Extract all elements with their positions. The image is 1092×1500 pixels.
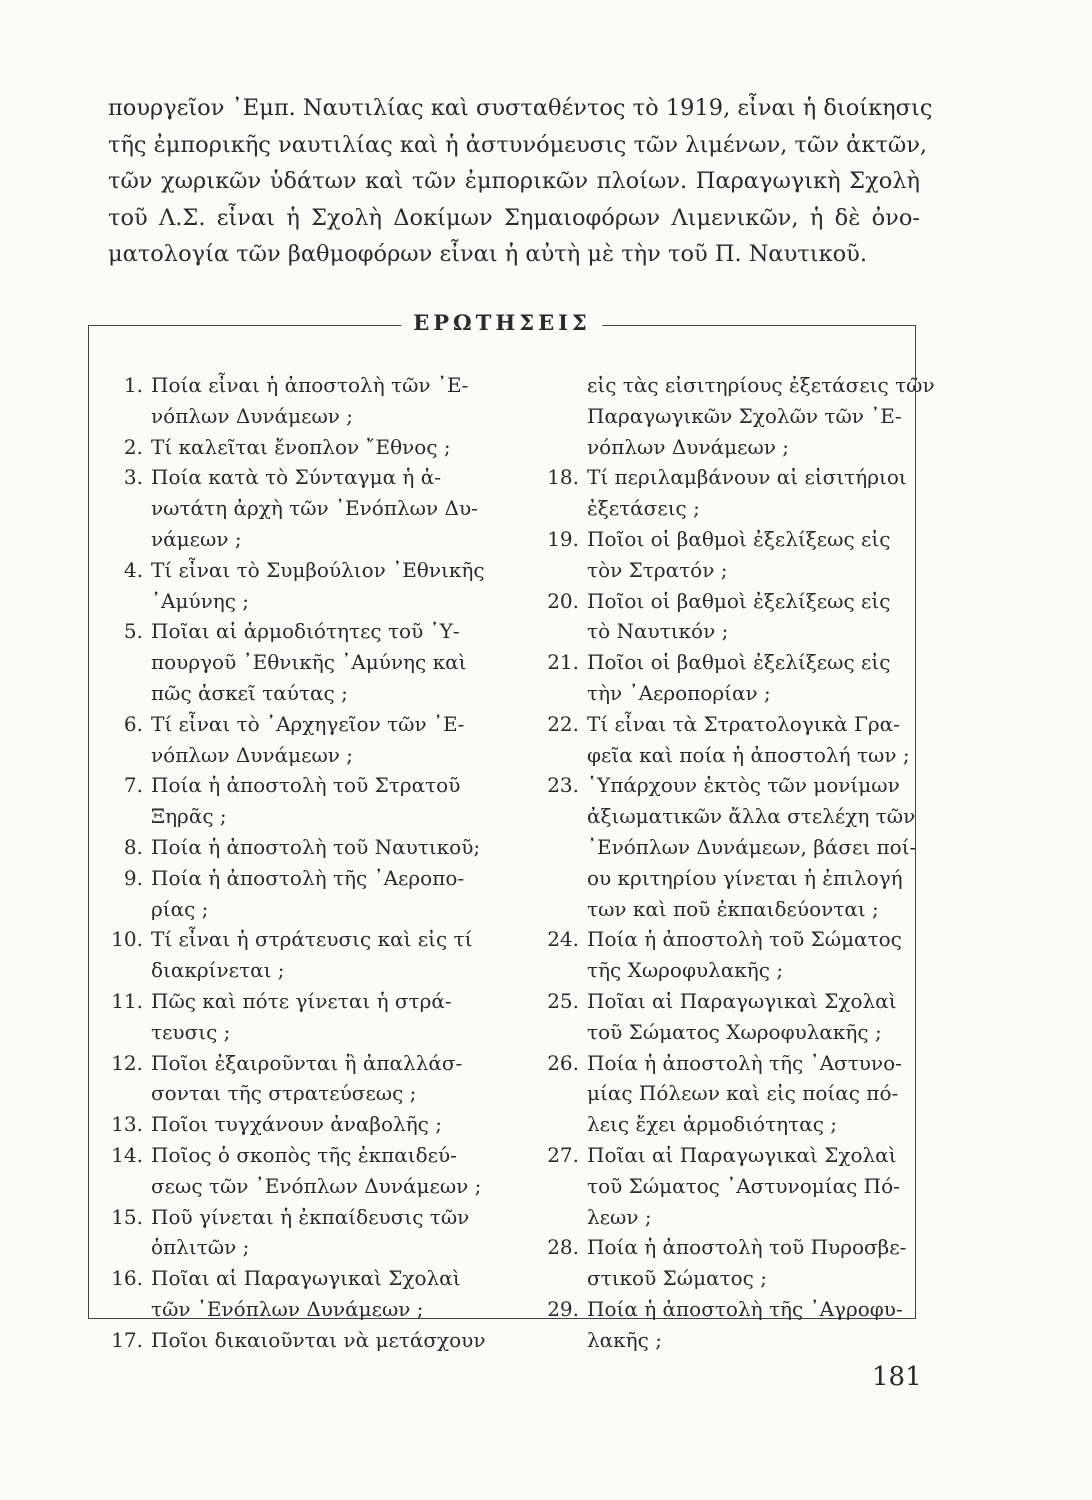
question-item bbox=[101, 370, 473, 432]
question-item bbox=[537, 647, 907, 709]
question-item bbox=[537, 1232, 907, 1294]
question-text bbox=[587, 770, 916, 924]
question-number: 1. bbox=[123, 373, 143, 397]
intro-line: ματολογία τῶν βαθμοφόρων εἶναι ἡ αὐτὴ μὲ τὴν τοῦ Π. Ναυτικοῦ. bbox=[108, 241, 868, 267]
question-line: τὸν Στρατόν ; bbox=[587, 557, 728, 582]
question-line: Ποῖοι τυγχάνουν ἀναβολῆς ; bbox=[151, 1112, 442, 1137]
questions-title: ΕΡΩΤΗΣΕΙΣ bbox=[401, 310, 602, 335]
question-line: Τί εἶναι ἡ στράτευσις καὶ εἰς τί bbox=[151, 927, 473, 952]
question-number: 26. bbox=[547, 1050, 579, 1075]
question-text bbox=[151, 1109, 473, 1140]
question-text bbox=[151, 432, 473, 463]
question-line: Ποία εἶναι ἡ ἀποστολὴ τῶν ᾿Ε- bbox=[151, 373, 469, 397]
question-line: Ποία ἡ ἀποστολὴ τοῦ Πυροσβε- bbox=[587, 1235, 907, 1260]
question-line: Ποία ἡ ἀποστολὴ τῆς ᾿Αεροπο- bbox=[151, 865, 465, 890]
question-line: πουργοῦ ᾿Εθνικῆς ᾿Αμύνης καὶ bbox=[151, 650, 467, 675]
question-line: εἰς τὰς εἰσιτηρίους ἐξετάσεις τῶν bbox=[587, 373, 935, 397]
intro-paragraph bbox=[108, 90, 933, 273]
intro-line: τοῦ Λ.Σ. εἶναι ἡ Σχολὴ Δοκίμων Σημαιοφόρων Λιμενικῶν, ἡ δὲ ὀνο- bbox=[108, 204, 920, 231]
question-line: Πῶς καὶ πότε γίνεται ἡ στρά- bbox=[151, 988, 452, 1013]
question-number: 10. bbox=[111, 927, 143, 952]
question-item bbox=[537, 770, 917, 924]
question-item bbox=[101, 1109, 473, 1140]
question-number: 23. bbox=[547, 773, 579, 798]
question-line: τὴν ᾿Αεροπορίαν ; bbox=[587, 680, 771, 705]
question-number: 28. bbox=[547, 1235, 579, 1260]
question-line: ου κριτηρίου γίνεται ἡ ἐπιλογή bbox=[587, 865, 903, 890]
question-line: Ποῖοι οἱ βαθμοὶ ἐξελίξεως εἰς bbox=[587, 526, 891, 551]
question-number: 16. bbox=[111, 1266, 143, 1291]
question-line: σονται τῆς στρατεύσεως ; bbox=[151, 1081, 417, 1106]
question-item bbox=[101, 924, 473, 986]
question-line: ᾿Ενόπλων Δυνάμεων, βάσει ποί- bbox=[587, 834, 917, 859]
question-number: 19. bbox=[547, 526, 579, 551]
question-line: μίας Πόλεων καὶ εἰς ποίας πό- bbox=[587, 1081, 899, 1106]
question-item bbox=[537, 1140, 907, 1232]
question-number: 7. bbox=[123, 773, 143, 798]
question-text bbox=[587, 709, 910, 771]
question-line: ὁπλιτῶν ; bbox=[151, 1235, 250, 1260]
questions-box bbox=[88, 310, 935, 1352]
question-line: λακῆς ; bbox=[587, 1327, 662, 1352]
question-number: 17. bbox=[111, 1327, 143, 1352]
questions-left-column bbox=[101, 370, 486, 1356]
question-text bbox=[151, 370, 473, 432]
question-text bbox=[587, 986, 907, 1048]
question-text bbox=[151, 1263, 473, 1325]
question-text bbox=[587, 586, 907, 648]
question-line: Ποῖοι οἱ βαθμοὶ ἐξελίξεως εἰς bbox=[587, 650, 891, 675]
question-line: Ποία κατὰ τὸ Σύνταγμα ἡ ἀ- bbox=[151, 465, 442, 490]
question-line: πῶς ἀσκεῖ ταύτας ; bbox=[151, 680, 348, 705]
question-number: 14. bbox=[111, 1142, 143, 1167]
question-number: 5. bbox=[123, 619, 143, 644]
question-line: Ποία ἡ ἀποστολὴ τῆς ᾿Αστυνο- bbox=[587, 1050, 902, 1075]
question-item bbox=[537, 1294, 907, 1356]
question-line: Τί εἶναι τὸ Συμβούλιον ᾿Εθνικῆς bbox=[151, 557, 485, 582]
question-17-continuation bbox=[537, 370, 935, 462]
question-item bbox=[101, 1263, 473, 1325]
question-item bbox=[101, 432, 473, 463]
question-item bbox=[537, 986, 907, 1048]
question-line: τοῦ Σώματος ᾿Αστυνομίας Πό- bbox=[587, 1173, 900, 1198]
intro-line: τῶν χωρικῶν ὑδάτων καὶ τῶν ἐμπορικῶν πλοίων. Παραγωγικὴ Σχολὴ bbox=[108, 168, 920, 194]
question-text bbox=[587, 1232, 907, 1294]
question-number: 3. bbox=[123, 465, 143, 490]
question-text bbox=[587, 462, 907, 524]
question-line: Ποῖαι αἱ ἁρμοδιότητες τοῦ ῾Υ- bbox=[151, 619, 460, 644]
question-line: Παραγωγικῶν Σχολῶν τῶν ᾿Ε- bbox=[587, 403, 902, 428]
question-line: Ποῖαι αἱ Παραγωγικαὶ Σχολαὶ bbox=[587, 988, 897, 1013]
question-number: 27. bbox=[547, 1142, 579, 1167]
question-line: Τί καλεῖται ἔνοπλον ῎Εθνος ; bbox=[151, 434, 451, 459]
question-line: Ποῖαι αἱ Παραγωγικαὶ Σχολαὶ bbox=[587, 1142, 897, 1167]
question-item bbox=[101, 1048, 473, 1110]
question-number: 25. bbox=[547, 988, 579, 1013]
question-number: 21. bbox=[547, 650, 579, 675]
question-text bbox=[587, 924, 907, 986]
question-item bbox=[101, 616, 473, 708]
question-line: τῆς Χωροφυλακῆς ; bbox=[587, 958, 784, 983]
question-text bbox=[151, 1140, 481, 1202]
question-item bbox=[101, 1325, 486, 1356]
question-item bbox=[101, 1140, 482, 1202]
page-number: 181 bbox=[872, 1362, 922, 1392]
question-text bbox=[151, 709, 473, 771]
question-text bbox=[587, 1294, 907, 1356]
question-number: 8. bbox=[123, 834, 143, 859]
question-number: 4. bbox=[123, 557, 143, 582]
question-item bbox=[537, 524, 907, 586]
question-item bbox=[101, 462, 478, 554]
question-line: σεως τῶν ᾿Ενόπλων Δυνάμεων ; bbox=[151, 1173, 482, 1198]
question-line: λεις ἔχει ἁρμοδιότητας ; bbox=[587, 1112, 837, 1137]
question-line: Ποία ἡ ἀποστολὴ τοῦ Σώματος bbox=[587, 927, 902, 952]
question-number: 12. bbox=[111, 1050, 143, 1075]
questions-right-column bbox=[537, 370, 935, 1356]
question-number: 29. bbox=[547, 1296, 579, 1321]
question-line: Ποία ἡ ἀποστολὴ τοῦ Στρατοῦ bbox=[151, 773, 461, 798]
question-number: 9. bbox=[123, 865, 143, 890]
question-line: Τί εἶναι τὸ ᾿Αρχηγεῖον τῶν ᾿Ε- bbox=[151, 711, 465, 736]
question-item bbox=[537, 1048, 907, 1140]
question-text bbox=[587, 1048, 907, 1140]
question-line: τοῦ Σώματος Χωροφυλακῆς ; bbox=[587, 1019, 882, 1044]
question-line: νόπλων Δυνάμεων ; bbox=[151, 403, 354, 428]
question-line: λεων ; bbox=[587, 1204, 652, 1229]
question-number: 15. bbox=[111, 1204, 143, 1229]
question-text bbox=[587, 524, 907, 586]
question-line: Ποῖοι δικαιοῦνται νὰ μετάσχουν bbox=[151, 1327, 486, 1352]
question-text bbox=[151, 555, 485, 617]
question-item bbox=[101, 709, 473, 771]
question-line: Τί περιλαμβάνουν αἱ εἰσιτήριοι bbox=[587, 465, 907, 490]
question-line: νάμεων ; bbox=[151, 526, 242, 551]
question-line: νόπλων Δυνάμεων ; bbox=[587, 434, 790, 459]
question-line: Ποῖοι ἐξαιροῦνται ἢ ἀπαλλάσ- bbox=[151, 1050, 463, 1075]
question-item bbox=[101, 555, 485, 617]
question-item bbox=[101, 832, 481, 863]
question-line: Ποῦ γίνεται ἡ ἐκπαίδευσις τῶν bbox=[151, 1204, 470, 1229]
question-number: 6. bbox=[123, 711, 143, 736]
question-line: διακρίνεται ; bbox=[151, 958, 285, 983]
question-text bbox=[151, 770, 473, 832]
question-number: 2. bbox=[123, 434, 143, 459]
question-line: τευσις ; bbox=[151, 1019, 231, 1044]
question-line: Ποία ἡ ἀποστολὴ τῆς ᾿Αγροφυ- bbox=[587, 1296, 903, 1321]
question-number: 22. bbox=[547, 711, 579, 736]
question-line: νωτάτη ἀρχὴ τῶν ᾿Ενόπλων Δυ- bbox=[151, 496, 478, 521]
question-line: Ποῖος ὁ σκοπὸς τῆς ἐκπαιδεύ- bbox=[151, 1142, 457, 1167]
question-line: Τί εἶναι τὰ Στρατολογικὰ Γρα- bbox=[587, 711, 900, 736]
question-item bbox=[101, 770, 473, 832]
question-line: φεῖα καὶ ποία ἡ ἀποστολή των ; bbox=[587, 742, 910, 767]
question-line: Ξηρᾶς ; bbox=[151, 804, 227, 829]
question-text bbox=[587, 647, 907, 709]
question-text bbox=[151, 832, 480, 863]
question-text bbox=[151, 1048, 473, 1110]
question-number: 18. bbox=[547, 465, 579, 490]
question-number: 24. bbox=[547, 927, 579, 952]
question-line: ἀξιωματικῶν ἄλλα στελέχη τῶν bbox=[587, 804, 916, 829]
question-text bbox=[151, 1325, 486, 1356]
question-item bbox=[101, 863, 473, 925]
question-item bbox=[537, 586, 907, 648]
question-line: ἐξετάσεις ; bbox=[587, 496, 700, 521]
question-text bbox=[151, 863, 473, 925]
question-line: ρίας ; bbox=[151, 896, 209, 921]
question-item bbox=[537, 709, 910, 771]
question-text bbox=[151, 462, 478, 554]
question-item bbox=[537, 924, 907, 986]
question-line: Ποῖοι οἱ βαθμοὶ ἐξελίξεως εἰς bbox=[587, 588, 891, 613]
question-item bbox=[537, 462, 907, 524]
question-line: Ποία ἡ ἀποστολὴ τοῦ Ναυτικοῦ; bbox=[151, 834, 481, 859]
intro-line: τῆς ἐμπορικῆς ναυτιλίας καὶ ἡ ἀστυνόμευσις τῶν λιμένων, τῶν ἀκτῶν, bbox=[108, 131, 928, 158]
question-text bbox=[151, 1202, 473, 1264]
question-line: στικοῦ Σώματος ; bbox=[587, 1266, 767, 1291]
question-number: 11. bbox=[111, 988, 143, 1013]
question-item bbox=[101, 986, 473, 1048]
question-text bbox=[151, 616, 473, 708]
question-number: 20. bbox=[547, 588, 579, 613]
question-line: Ποῖαι αἱ Παραγωγικαὶ Σχολαὶ bbox=[151, 1266, 461, 1291]
intro-line: πουργεῖον ᾿Εμπ. Ναυτιλίας καὶ συσταθέντος τὸ 1919, εἶναι ἡ διοίκησις bbox=[108, 95, 933, 121]
question-line: τὸ Ναυτικόν ; bbox=[587, 619, 729, 644]
question-line: των καὶ ποῦ ἐκπαιδεύονται ; bbox=[587, 896, 879, 921]
question-text bbox=[151, 924, 473, 986]
question-line: νόπλων Δυνάμεων ; bbox=[151, 742, 354, 767]
question-number: 13. bbox=[111, 1112, 143, 1137]
question-line: ῾Υπάρχουν ἐκτὸς τῶν μονίμων bbox=[587, 773, 900, 798]
question-text bbox=[151, 986, 473, 1048]
question-item bbox=[101, 1202, 473, 1264]
question-line: τῶν ᾿Ενόπλων Δυνάμεων ; bbox=[151, 1296, 424, 1321]
question-line: ᾿Αμύνης ; bbox=[151, 588, 250, 613]
question-text bbox=[587, 1140, 907, 1232]
